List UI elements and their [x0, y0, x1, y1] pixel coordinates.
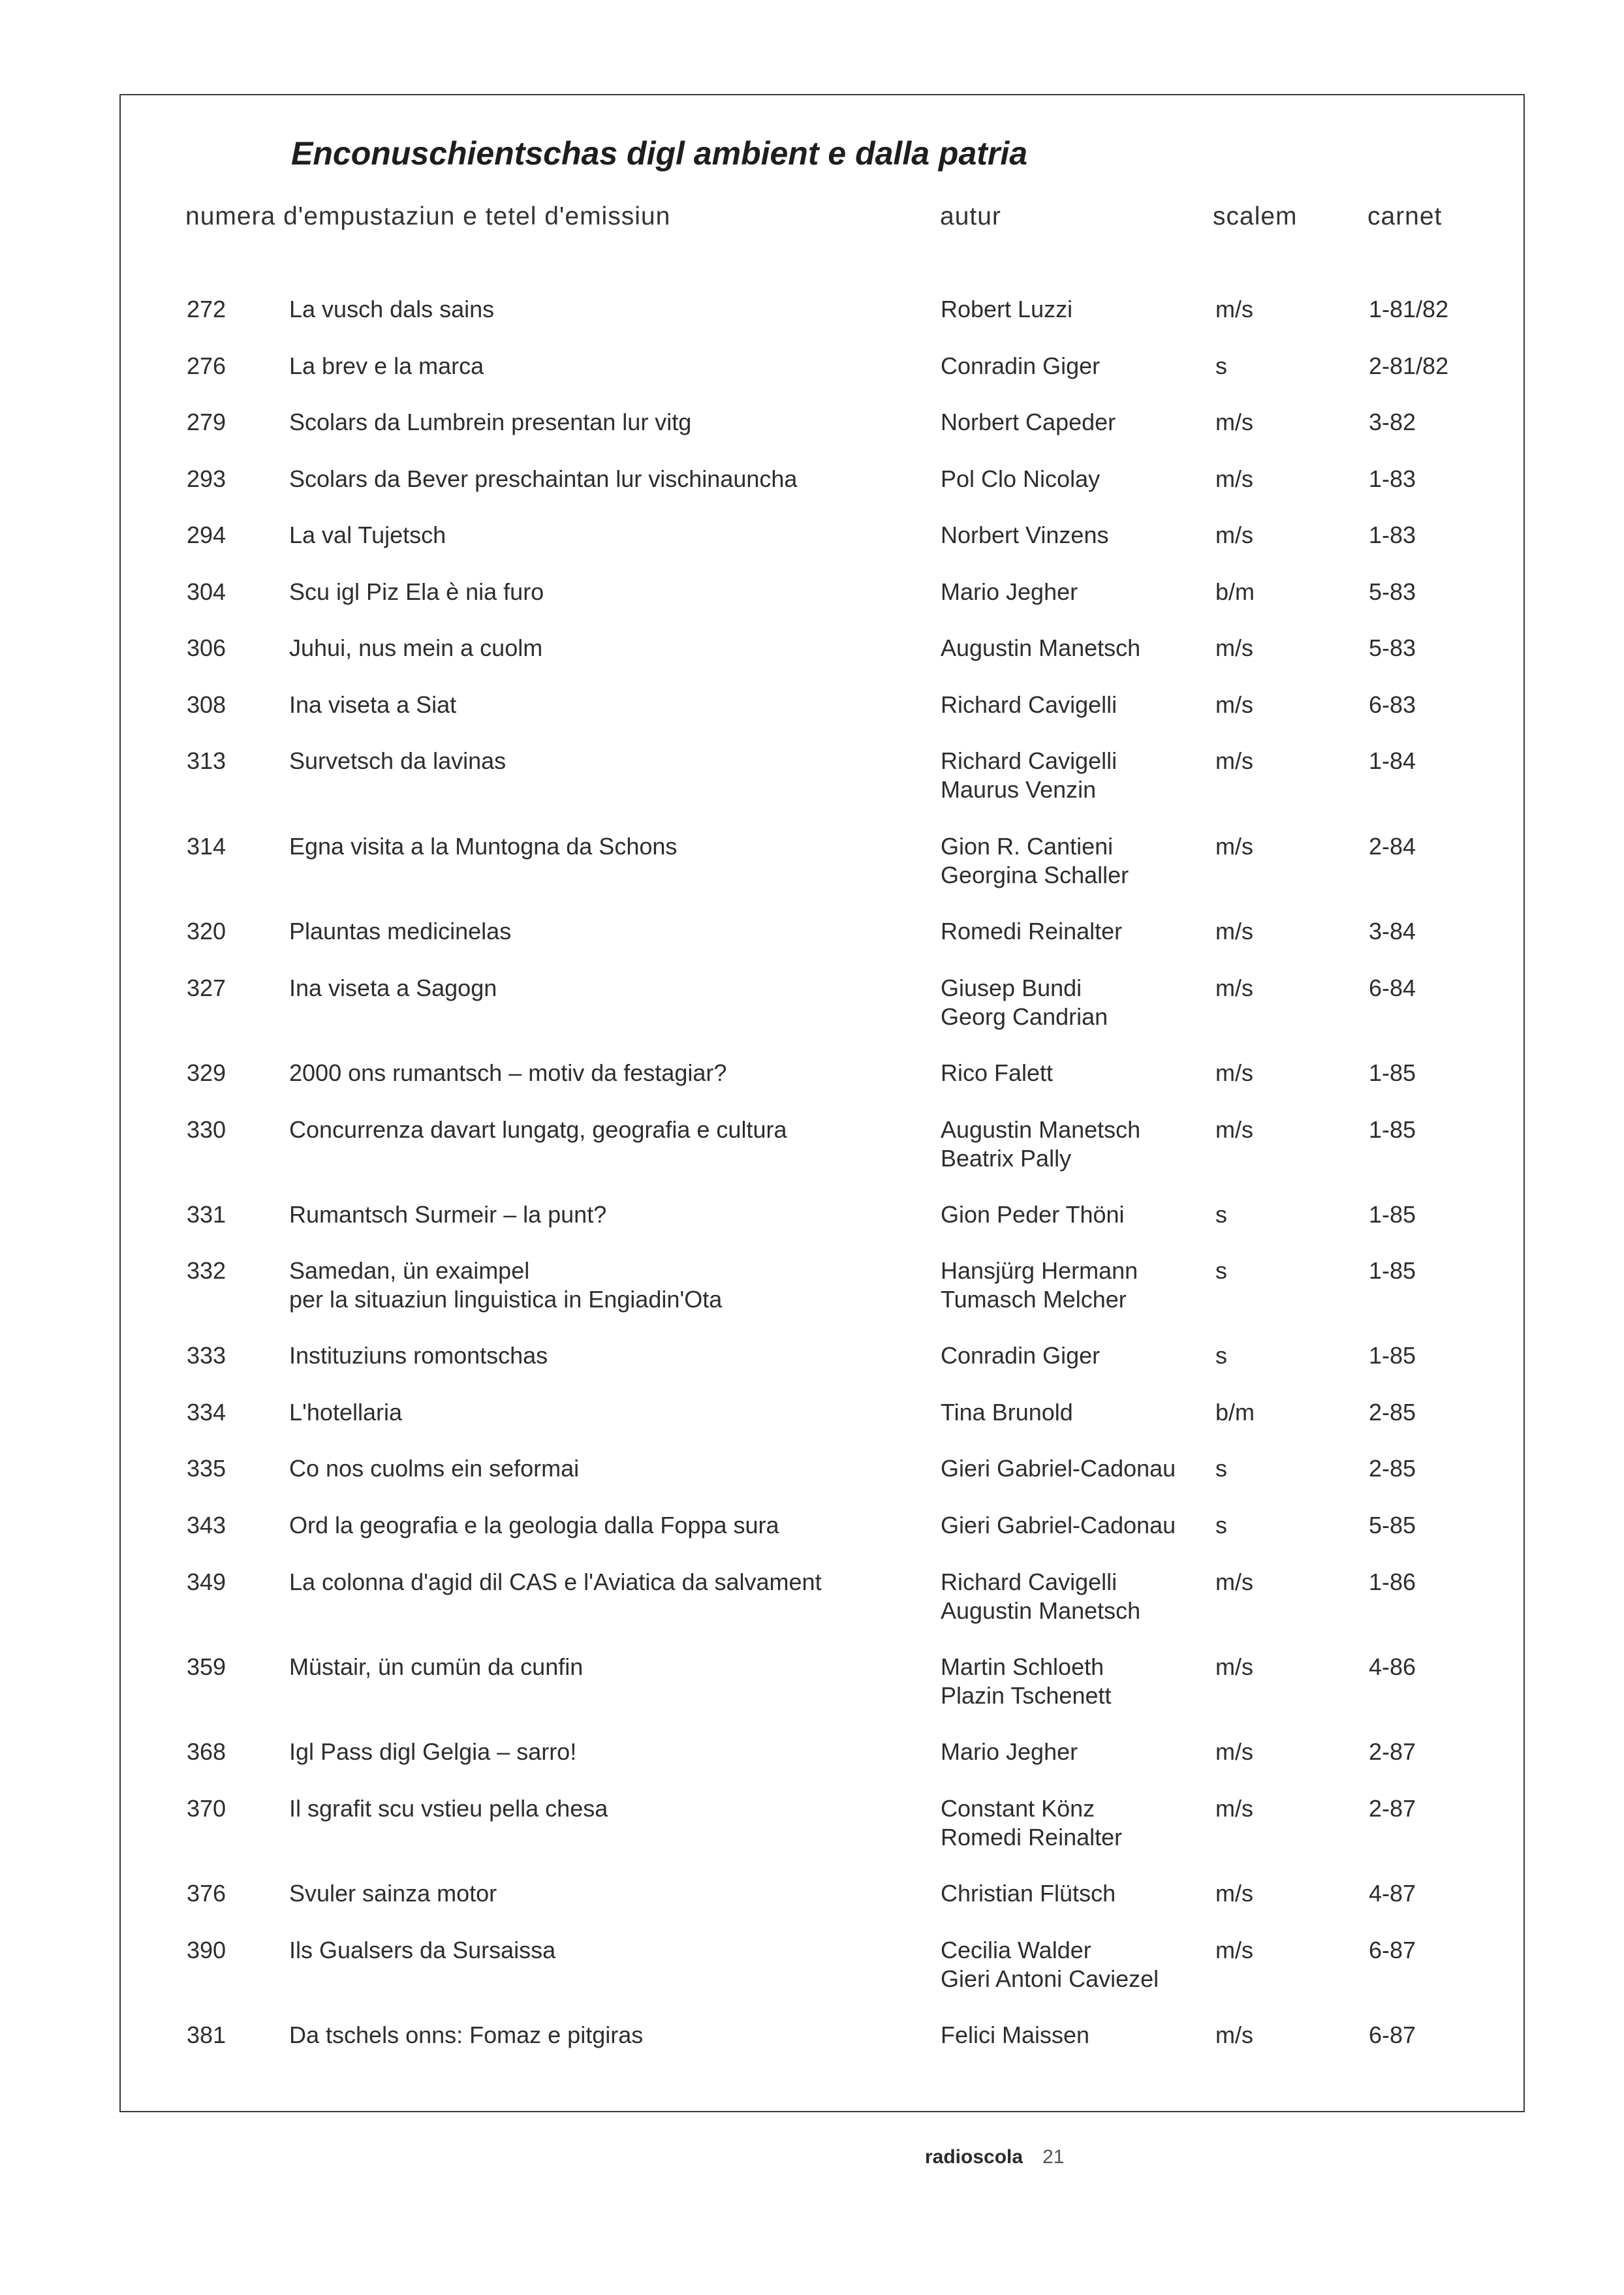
- program-title-line: La val Tujetsch: [289, 522, 446, 548]
- program-number: 332: [187, 1257, 226, 1284]
- program-issue: 1-84: [1369, 747, 1416, 774]
- program-author-line: Richard Cavigelli: [941, 1569, 1117, 1595]
- program-title-line: La brev e la marca: [289, 352, 484, 379]
- program-number: 276: [187, 352, 226, 379]
- program-issue: 1-83: [1369, 522, 1416, 548]
- program-author-line: Georg Candrian: [941, 1003, 1108, 1030]
- program-issue: 1-85: [1369, 1201, 1416, 1228]
- program-title: [289, 1511, 779, 1540]
- program-title-line: L'hotellaria: [289, 1399, 402, 1426]
- program-number: 293: [187, 465, 226, 492]
- program-author-line: Pol Clo Nicolay: [941, 465, 1101, 492]
- program-title-line: Instituziuns romontschas: [289, 1342, 548, 1369]
- program-number: 304: [187, 578, 226, 605]
- program-author-line: Mario Jegher: [941, 1738, 1078, 1765]
- program-title: [289, 1738, 576, 1766]
- program-level: m/s: [1215, 409, 1253, 435]
- program-author: [941, 1341, 1100, 1370]
- program-author-line: Augustin Manetsch: [941, 1597, 1141, 1624]
- program-level: m/s: [1215, 833, 1253, 860]
- program-title: [289, 1398, 402, 1427]
- program-number: 330: [187, 1116, 226, 1143]
- program-author: [941, 917, 1122, 946]
- program-author: [941, 2021, 1089, 2050]
- program-title-line: Da tschels onns: Fomaz e pitgiras: [289, 2022, 644, 2048]
- program-title-line: Scu igl Piz Ela è nia furo: [289, 578, 544, 605]
- program-author-line: Norbert Vinzens: [941, 522, 1109, 548]
- program-author-line: Hansjürg Hermann: [941, 1257, 1138, 1284]
- program-title: [289, 691, 456, 719]
- program-author-line: Gion R. Cantieni: [941, 833, 1114, 860]
- page-number: 21: [1042, 2146, 1065, 2168]
- column-header-number-title: numera d'empustaziun e tetel d'emissiun: [185, 202, 671, 230]
- program-number: 279: [187, 409, 226, 435]
- program-number: 334: [187, 1399, 226, 1426]
- program-number: 329: [187, 1059, 226, 1086]
- program-number: 331: [187, 1201, 226, 1228]
- program-issue: 3-82: [1369, 409, 1416, 435]
- program-author-line: Felici Maissen: [941, 2022, 1090, 2048]
- program-level: m/s: [1215, 1880, 1253, 1907]
- program-author: [941, 1738, 1078, 1766]
- program-author: [941, 1936, 1159, 1993]
- program-title: [289, 747, 506, 775]
- program-number: 314: [187, 833, 226, 860]
- program-level: m/s: [1215, 1569, 1253, 1595]
- program-author: [941, 578, 1078, 606]
- program-title-line: Ord la geografia e la geologia dalla Foppa sura: [289, 1512, 779, 1538]
- program-title-line: per la situaziun linguistica in Engiadin'Ota: [289, 1286, 723, 1313]
- program-title-line: Rumantsch Surmeir – la punt?: [289, 1201, 607, 1228]
- program-number: 335: [187, 1455, 226, 1482]
- program-issue: 2-84: [1369, 833, 1416, 860]
- program-issue: 1-85: [1369, 1116, 1416, 1143]
- program-number: 349: [187, 1569, 226, 1595]
- program-title: [289, 578, 544, 606]
- program-level: m/s: [1215, 918, 1253, 945]
- program-author-line: Romedi Reinalter: [941, 1824, 1123, 1850]
- program-author: [941, 1794, 1122, 1852]
- program-level: s: [1215, 1257, 1227, 1284]
- program-issue: 4-87: [1369, 1880, 1416, 1907]
- program-issue: 5-85: [1369, 1512, 1416, 1538]
- program-author-line: Tina Brunold: [941, 1399, 1073, 1426]
- program-issue: 1-86: [1369, 1569, 1416, 1595]
- program-title-line: Juhui, nus mein a cuolm: [289, 634, 543, 661]
- program-title-line: Ina viseta a Siat: [289, 691, 457, 718]
- program-issue: 1-83: [1369, 465, 1416, 492]
- program-title-line: Igl Pass digl Gelgia – sarro!: [289, 1738, 577, 1765]
- program-title-line: Scolars da Bever preschaintan lur vischinauncha: [289, 465, 798, 492]
- program-author: [941, 691, 1117, 719]
- program-author-line: Beatrix Pally: [941, 1145, 1072, 1172]
- program-title: [289, 521, 446, 550]
- program-issue: 1-85: [1369, 1342, 1416, 1369]
- program-number: 381: [187, 2022, 226, 2048]
- program-title: [289, 832, 677, 861]
- program-author-line: Gion Peder Thöni: [941, 1201, 1125, 1228]
- program-title: [289, 634, 542, 663]
- program-title: [289, 1341, 548, 1370]
- program-issue: 3-84: [1369, 918, 1416, 945]
- program-title: [289, 465, 797, 493]
- program-author-line: Romedi Reinalter: [941, 918, 1123, 945]
- program-author: [941, 634, 1140, 663]
- program-author: [941, 1257, 1138, 1314]
- program-author-line: Augustin Manetsch: [941, 634, 1141, 661]
- program-title: [289, 1653, 583, 1681]
- program-title: [289, 1116, 787, 1144]
- program-title-line: Ils Gualsers da Sursaissa: [289, 1937, 556, 1963]
- program-number: 390: [187, 1937, 226, 1963]
- program-title: [289, 1059, 726, 1087]
- program-number: 368: [187, 1738, 226, 1765]
- program-title: [289, 295, 494, 324]
- program-title-line: Il sgrafit scu vstieu pella chesa: [289, 1795, 608, 1822]
- program-author: [941, 521, 1108, 550]
- program-number: 320: [187, 918, 226, 945]
- program-level: m/s: [1215, 1116, 1253, 1143]
- footer-brand: radioscola: [925, 2146, 1023, 2168]
- program-issue: 2-87: [1369, 1795, 1416, 1822]
- program-level: b/m: [1215, 1399, 1255, 1426]
- program-level: s: [1215, 1455, 1227, 1482]
- program-issue: 2-85: [1369, 1455, 1416, 1482]
- program-number: 370: [187, 1795, 226, 1822]
- program-author: [941, 465, 1100, 493]
- program-author-line: Norbert Capeder: [941, 409, 1116, 435]
- program-title-line: Scolars da Lumbrein presentan lur vitg: [289, 409, 692, 435]
- program-title-line: Samedan, ün exaimpel: [289, 1257, 530, 1284]
- program-author: [941, 1454, 1176, 1483]
- program-author: [941, 1200, 1125, 1229]
- program-title: [289, 1200, 606, 1229]
- program-number: 376: [187, 1880, 226, 1907]
- program-author-line: Constant Könz: [941, 1795, 1095, 1822]
- program-author: [941, 1511, 1176, 1540]
- program-level: m/s: [1215, 1738, 1253, 1765]
- program-issue: 6-87: [1369, 2022, 1416, 2048]
- program-author-line: Richard Cavigelli: [941, 691, 1117, 718]
- program-author: [941, 1653, 1112, 1710]
- page-footer: [925, 2146, 1064, 2168]
- program-title: [289, 2021, 643, 2050]
- program-author-line: Gieri Gabriel-Cadonau: [941, 1512, 1176, 1538]
- program-issue: 1-81/82: [1369, 296, 1449, 322]
- program-author-line: Rico Falett: [941, 1059, 1054, 1086]
- program-number: 308: [187, 691, 226, 718]
- program-author-line: Georgina Schaller: [941, 862, 1129, 888]
- program-title-line: Concurrenza davart lungatg, geografia e cultura: [289, 1116, 787, 1143]
- program-issue: 5-83: [1369, 634, 1416, 661]
- program-level: s: [1215, 352, 1227, 379]
- program-title: [289, 408, 691, 437]
- page-title: Enconuschientschas digl ambient e dalla patria: [291, 135, 1028, 172]
- program-issue: 2-87: [1369, 1738, 1416, 1765]
- program-level: s: [1215, 1512, 1227, 1538]
- program-level: m/s: [1215, 975, 1253, 1001]
- program-issue: 6-83: [1369, 691, 1416, 718]
- program-level: m/s: [1215, 1059, 1253, 1086]
- program-author-line: Martin Schloeth: [941, 1653, 1104, 1680]
- program-author-line: Maurus Venzin: [941, 776, 1097, 803]
- program-issue: 4-86: [1369, 1653, 1416, 1680]
- program-title: [289, 974, 497, 1003]
- program-number: 333: [187, 1342, 226, 1369]
- program-level: m/s: [1215, 1653, 1253, 1680]
- program-number: 327: [187, 975, 226, 1001]
- program-level: m/s: [1215, 1795, 1253, 1822]
- program-number: 359: [187, 1653, 226, 1680]
- program-level: b/m: [1215, 578, 1255, 605]
- program-title: [289, 352, 484, 381]
- program-author-line: Christian Flütsch: [941, 1880, 1116, 1907]
- program-author-line: Conradin Giger: [941, 1342, 1101, 1369]
- program-author-line: Gieri Antoni Caviezel: [941, 1965, 1159, 1992]
- program-author: [941, 747, 1117, 804]
- program-author: [941, 295, 1072, 324]
- program-number: 272: [187, 296, 226, 322]
- program-level: m/s: [1215, 634, 1253, 661]
- program-author-line: Augustin Manetsch: [941, 1116, 1141, 1143]
- program-author-line: Gieri Gabriel-Cadonau: [941, 1455, 1176, 1482]
- program-level: m/s: [1215, 2022, 1253, 2048]
- program-author-line: Cecilia Walder: [941, 1937, 1091, 1963]
- program-level: s: [1215, 1342, 1227, 1369]
- program-title-line: Egna visita a la Muntogna da Schons: [289, 833, 678, 860]
- program-issue: 5-83: [1369, 578, 1416, 605]
- program-title-line: Plauntas medicinelas: [289, 918, 512, 945]
- program-author-line: Tumasch Melcher: [941, 1286, 1127, 1313]
- program-author: [941, 1879, 1116, 1908]
- program-author: [941, 352, 1100, 381]
- program-issue: 6-84: [1369, 975, 1416, 1001]
- program-title: [289, 1879, 497, 1908]
- program-title: [289, 1936, 555, 1965]
- program-author-line: Conradin Giger: [941, 352, 1101, 379]
- program-title-line: Svuler sainza motor: [289, 1880, 497, 1907]
- program-title-line: Survetsch da lavinas: [289, 747, 507, 774]
- program-author-line: Plazin Tschenett: [941, 1682, 1112, 1709]
- program-title-line: La vusch dals sains: [289, 296, 495, 322]
- program-author-line: Mario Jegher: [941, 578, 1078, 605]
- program-level: m/s: [1215, 691, 1253, 718]
- program-title: [289, 1794, 608, 1823]
- program-author: [941, 1568, 1140, 1625]
- program-level: m/s: [1215, 747, 1253, 774]
- column-header-issue: carnet: [1367, 202, 1443, 230]
- program-author: [941, 1059, 1053, 1087]
- program-level: m/s: [1215, 296, 1253, 322]
- program-title-line: 2000 ons rumantsch – motiv da festagiar?: [289, 1059, 727, 1086]
- program-level: s: [1215, 1201, 1227, 1228]
- program-author-line: Giusep Bundi: [941, 975, 1082, 1001]
- program-number: 343: [187, 1512, 226, 1538]
- program-author: [941, 974, 1108, 1031]
- program-title: [289, 1454, 579, 1483]
- program-title: [289, 1568, 822, 1597]
- column-header-level: scalem: [1213, 202, 1298, 230]
- program-author: [941, 832, 1129, 890]
- program-number: 306: [187, 634, 226, 661]
- program-level: m/s: [1215, 1937, 1253, 1963]
- program-number: 313: [187, 747, 226, 774]
- program-level: m/s: [1215, 465, 1253, 492]
- program-title: [289, 917, 511, 946]
- program-issue: 1-85: [1369, 1059, 1416, 1086]
- program-author: [941, 1116, 1140, 1173]
- program-title-line: Co nos cuolms ein seformai: [289, 1455, 580, 1482]
- program-level: m/s: [1215, 522, 1253, 548]
- program-title-line: Ina viseta a Sagogn: [289, 975, 497, 1001]
- program-author: [941, 408, 1116, 437]
- program-issue: 2-85: [1369, 1399, 1416, 1426]
- program-title-line: La colonna d'agid dil CAS e l'Aviatica da salvament: [289, 1569, 822, 1595]
- program-author: [941, 1398, 1073, 1427]
- program-author-line: Robert Luzzi: [941, 296, 1073, 322]
- program-author-line: Richard Cavigelli: [941, 747, 1117, 774]
- program-issue: 1-85: [1369, 1257, 1416, 1284]
- program-title: [289, 1257, 722, 1314]
- program-number: 294: [187, 522, 226, 548]
- program-issue: 6-87: [1369, 1937, 1416, 1963]
- column-header-author: autur: [940, 202, 1001, 230]
- program-issue: 2-81/82: [1369, 352, 1449, 379]
- program-title-line: Müstair, ün cumün da cunfin: [289, 1653, 584, 1680]
